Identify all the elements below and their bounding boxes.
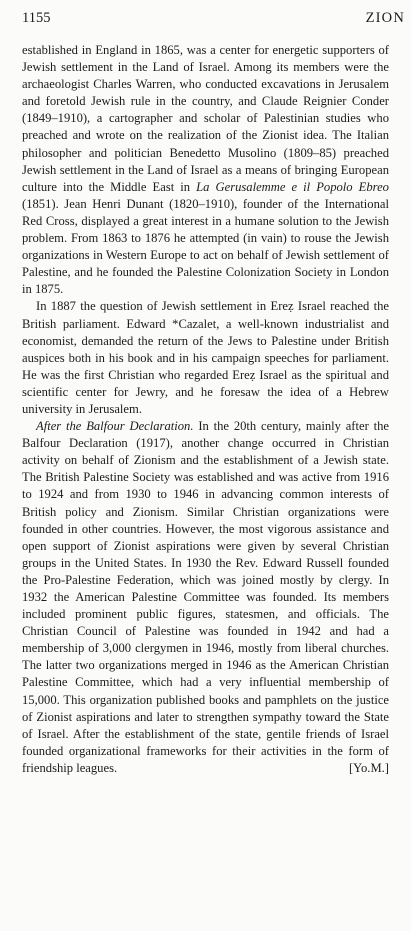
book-title: La Gerusalemme e il Popolo Ebreo [196,179,389,194]
paragraph-3-text: In the 20th century, mainly after the Balfour Declaration (1917), another change occurred in Christian activity on behalf of Zionism and the establishment of a Jewish state. The British Palestine Society was established and was active from 1916 to 1924 and from 1930 to 1946 in advancing common interests of British policy and Zionism. Similar Christian organizations were founded in other countries. However, the most vigorous assistance and open support of Zionist aspirations were given by several Christian groups in the United States. In 1930 the Rev. Edward Russell founded the Pro-Palestine Federation, which was joined mostly by clergy. In 1932 the American Palestine Committee was founded. Its members included prominent public figures, statesmen, and officials. The Christian Council of Palestine was founded in 1942 and had a membership of 3,000 clergymen in 1946, mostly from liberal churches. The latter two organizations merged in 1946 as the American Christian Palestine Committee, which had a very influential membership of 15,000. This organization published books and pamphlets on the justice of Zionist aspirations and later to strengthen sympathy toward the State of Israel. After the establishment of the state, gentile friends of Israel founded organizational frameworks for their activities in the form of friendship leagues. [22,419,389,775]
author-signature: [Yo.M.] [348,760,389,775]
paragraph-3 [22,418,389,777]
running-head: ZION [365,10,405,26]
page-header [22,10,405,32]
section-heading: After the Balfour Declaration. [36,419,194,434]
paragraph-1 [22,42,389,298]
article-body [22,42,389,777]
paragraph-2 [22,298,389,418]
paragraph-1-text: established in England in 1865, was a center for energetic supporters of Jewish settlement in the Land of Israel. Among its members were the archaeologist Charles Warren, who conducted excavations in Jerusalem and foretold Jewish rule in the country, and Claude Reignier Conder (1849–1910), a cartographer and scholar of Palestinian studies who preached and wrote on the realization of the Zionist idea. The Italian philosopher and politician Benedetto Musolino (1809–85) preached Jewish settlement in the Land of Israel as a means of bringing European culture into the Middle East in [22,43,389,194]
page-number: 1155 [22,10,51,26]
paragraph-1-text-after: (1851). Jean Henri Dunant (1820–1910), founder of the International Red Cross, displayed a great interest in a humane solution to the Jewish problem. From 1863 to 1876 he attempted (in vain) to rouse the Jewish organizations in Western Europe to act on behalf of Jewish settlement of Palestine, and he founded the Palestine Colonization Society in London in 1875. [22,196,389,297]
paragraph-2-text: In 1887 the question of Jewish settlement in Ereẓ Israel reached the British parliament. Edward *Cazalet, a well-known industrialist and economist, demanded the return of the Jews to Palestine under British auspices both in his book and in his campaign speeches for parliament. He was the first Christian who regarded Ereẓ Israel as the spiritual and scientific center for Jewry, and he foresaw the idea of a Hebrew university in Jerusalem. [22,299,389,416]
